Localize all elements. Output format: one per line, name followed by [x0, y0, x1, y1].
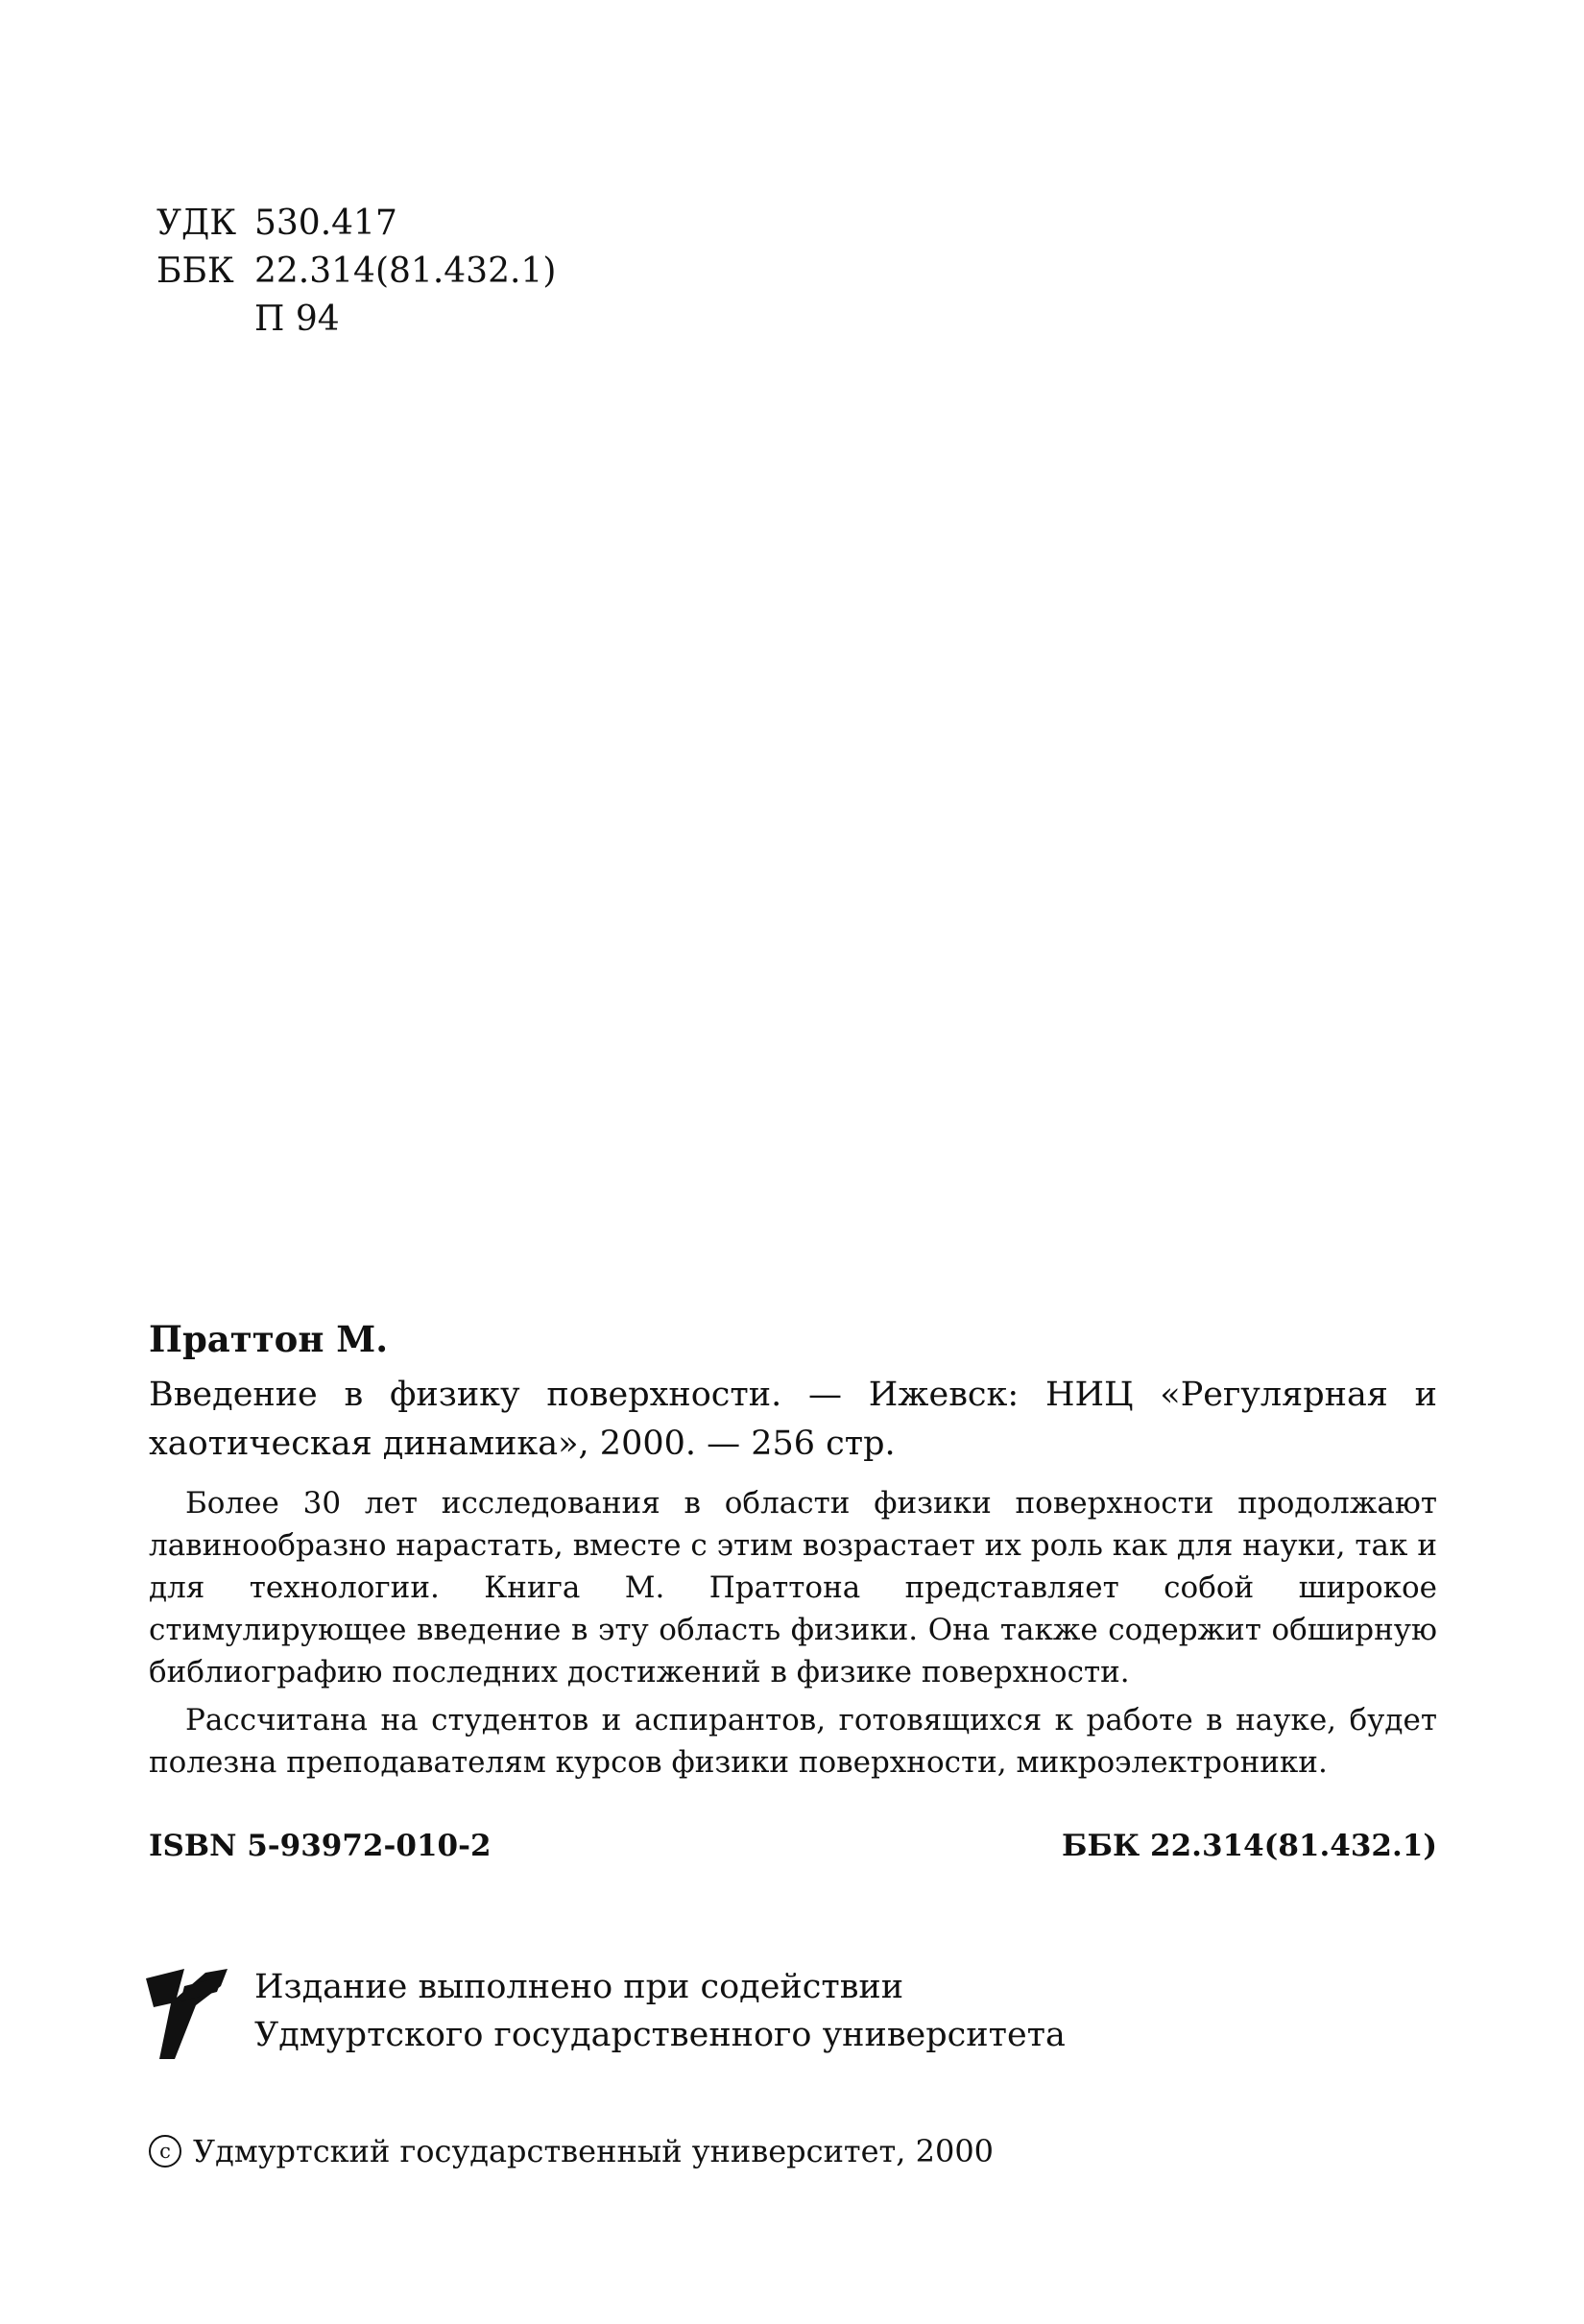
- udk-label: УДК: [156, 204, 237, 243]
- copyright-text: Удмуртский государственный университет, 2000: [193, 2133, 995, 2169]
- bbk-label: ББК: [156, 252, 234, 291]
- bbk-value: 22.314(81.432.1): [254, 252, 557, 291]
- abstract-paragraph-1: Более 30 лет исследования в области физики поверхности продолжают лавинообразно нарастать, вместе с этим возрастает их роль как для науки, так и для технологии. Книга М. Праттона представляет собой широкое стимулирующее введение в эту область физики. Она также содержит обширную библиографию последних достижений в физике поверхности.: [149, 1486, 1437, 1689]
- udk-value: 530.417: [254, 204, 397, 243]
- copyright-icon: c: [149, 2135, 181, 2168]
- isbn-row: [149, 1826, 1437, 1866]
- udk-row: [156, 200, 556, 248]
- abstract-paragraph-2: Рассчитана на студентов и аспирантов, готовящихся к работе в науке, будет полезна преподавателям курсов физики поверхности, микроэлектроники.: [149, 1703, 1437, 1780]
- sponsor-line-2: Удмуртского государственного университета: [254, 2016, 1066, 2054]
- copyright-line: [149, 2129, 994, 2173]
- isbn: ISBN 5-93972-010-2: [149, 1829, 492, 1863]
- classification-block: [156, 200, 556, 344]
- sponsor-text: [254, 1963, 1066, 2059]
- udmurt-university-logo-icon: [146, 1965, 228, 2059]
- author-mark: П 94: [254, 299, 340, 339]
- bbk-footer: ББК 22.314(81.432.1): [1062, 1829, 1437, 1863]
- sponsor-line-1: Издание выполнено при содействии: [254, 1968, 904, 2006]
- citation: Введение в физику поверхности. — Ижевск: НИЦ «Регулярная и хаотическая динамика», 2000. — 256 стр.: [149, 1376, 1437, 1463]
- sponsor-row: [146, 1963, 1066, 2059]
- bbk-row: [156, 248, 556, 296]
- bibliographic-block: [149, 1315, 1437, 1866]
- author-name: Праттон М.: [149, 1318, 389, 1360]
